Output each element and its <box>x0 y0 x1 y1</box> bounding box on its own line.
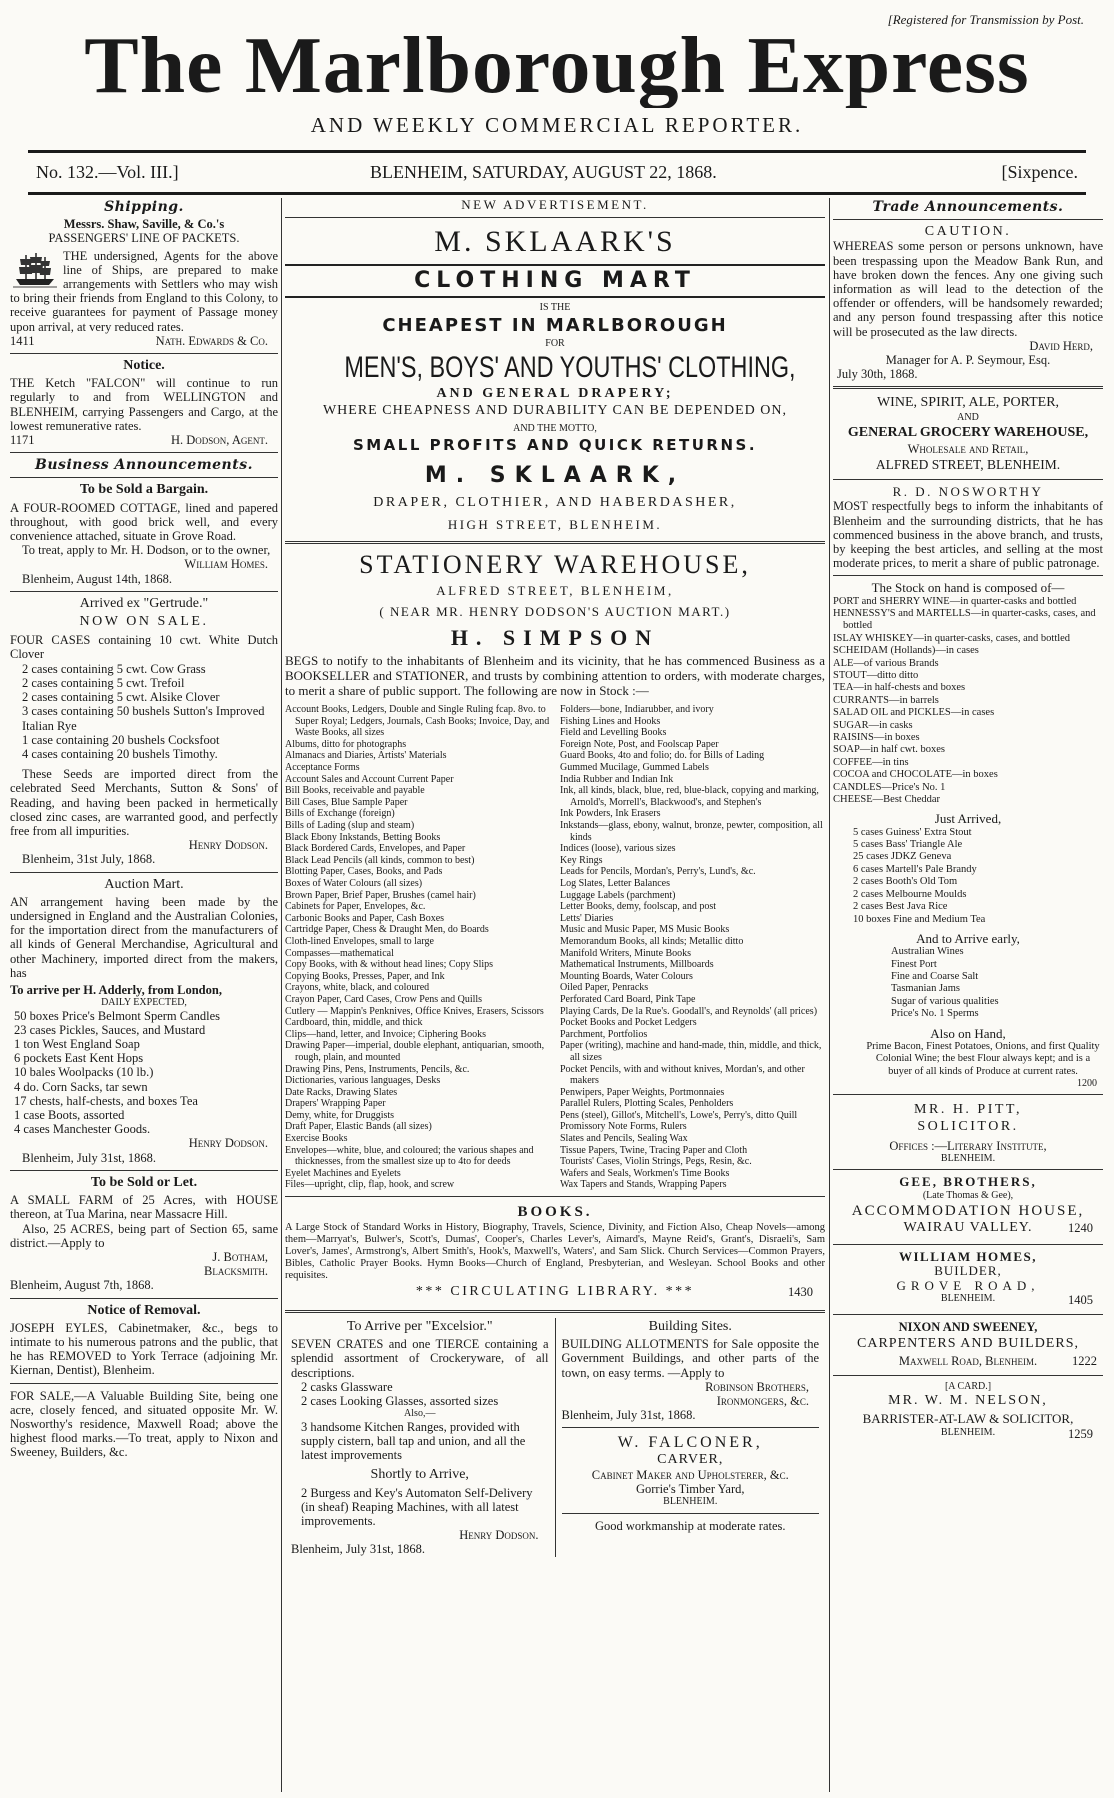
list-item: Slates and Pencils, Sealing Wax <box>560 1133 688 1145</box>
section-heading: NEW ADVERTISEMENT. <box>461 198 649 212</box>
ad-headline: CHEAPEST IN MARLBOROUGH <box>382 314 728 336</box>
ad-headline: SMALL PROFITS AND QUICK RETURNS. <box>352 436 758 455</box>
ad-title: GEE, BROTHERS, <box>899 1174 1037 1190</box>
list-item: Paper (writing), machine and hand-made, thin, middle, and thick, all sizes <box>560 1040 822 1063</box>
list-item: 2 cases Best Java Rice <box>853 901 948 913</box>
list-item: PORT and SHERRY WINE—in quarter-casks and bottled <box>833 595 1077 607</box>
list-item: Pocket Books and Pocket Ledgers <box>560 1017 697 1029</box>
list-item: Promissory Note Forms, Rulers <box>560 1121 687 1133</box>
list-item: 25 cases JDKZ Geneva <box>853 851 952 863</box>
seed-list <box>10 662 278 761</box>
list-item: CHEESE—Best Cheddar <box>833 794 941 806</box>
list-item: Acceptance Forms <box>285 762 360 774</box>
list-item: Cardboard, thin, middle, and thick <box>285 1017 423 1029</box>
list-item: Foreign Note, Post, and Foolscap Paper <box>560 738 719 750</box>
cargo-list <box>291 1380 549 1408</box>
list-item: Blotting Paper, Cases, Books, and Pads <box>285 866 443 878</box>
dateline <box>36 162 1078 188</box>
list-item: SUGAR—in casks <box>833 719 913 731</box>
list-item: Bill Cases, Blue Sample Paper <box>285 796 408 808</box>
ad-text: Gorrie's Timber Yard, <box>635 1481 745 1496</box>
ad-number: 1171 <box>10 433 35 448</box>
ad-signature: J. Botham, <box>212 1249 268 1264</box>
ad-text: Maxwell Road, Blenheim. <box>898 1353 1038 1368</box>
list-item: Key Rings <box>560 854 603 866</box>
early-list <box>833 946 1103 1020</box>
ad-text: BUILDER, <box>934 1263 1002 1279</box>
ad-signature: Ironmongers, &c. <box>716 1394 809 1409</box>
ad-heading: Arrived ex "Gertrude." <box>79 595 209 611</box>
ad-text: ALFRED STREET, BLENHEIM. <box>875 457 1061 473</box>
list-item: Wafers and Seals, Workmen's Time Books <box>560 1167 730 1179</box>
section-heading: Business Announcements. <box>35 457 253 474</box>
list-item: Mounting Boards, Water Colours <box>560 970 693 982</box>
list-item: CANDLES—Price's No. 1 <box>833 781 946 793</box>
ad-body: 3 handsome Kitchen Ranges, provided with supply cistern, ball tap and union, and all the latest improvements <box>301 1419 526 1463</box>
list-item: Bill Books, receivable and payable <box>285 785 425 797</box>
list-item: Copying Books, Presses, Paper, and Ink <box>285 970 445 982</box>
ad-signature: Nath. Edwards & Co. <box>155 333 268 348</box>
stock-list-right <box>560 704 825 1191</box>
ad-text: BLENHEIM. <box>663 1496 718 1508</box>
column-rule <box>281 198 282 1792</box>
stock-list <box>285 704 825 1191</box>
ad-note: [A CARD.] <box>944 1380 992 1392</box>
ad-text: (Late Thomas & Gee), <box>922 1189 1014 1201</box>
ad-text: BLENHEIM. <box>940 1152 996 1164</box>
ad-subheading: Also on Hand, <box>930 1025 1006 1041</box>
excelsior-ad <box>285 1318 555 1557</box>
list-item: SCHEIDAM (Hollands)—in cases <box>833 645 979 657</box>
ad-number: 1200 <box>1077 1077 1097 1089</box>
masthead-title: The Marlborough Express <box>84 24 1030 108</box>
ad-body: MOST respectfully begs to inform the inhabitants of Blenheim and the surrounding districts, that he has commenced business in the above branch, and trusts, by keeping the best articles, and selling at the most moderate prices, to merit a share of public patronage. <box>833 499 1103 571</box>
list-item: Folders—bone, Indiarubber, and ivory <box>560 704 714 716</box>
ad-body: BUILDING ALLOTMENTS for Sale opposite the Government Buildings, and other parts of the town, on easy terms. —Apply to <box>561 1337 819 1380</box>
ad-text: AND THE MOTTO, <box>513 422 597 434</box>
list-item: Tissue Papers, Twine, Tracing Paper and Cloth <box>560 1144 748 1156</box>
list-item: Draft Paper, Elastic Bands (all sizes) <box>285 1121 432 1133</box>
ad-title-decorative: CLOTHING MART <box>285 264 825 298</box>
list-item: Boxes of Water Colours (all sizes) <box>285 878 423 890</box>
list-item: Tourists' Cases, Violin Strings, Pegs, Resin, &c. <box>560 1156 752 1168</box>
ad-body: A Large Stock of Standard Works in History, Biography, Travels, Science, Divinity, and Fiction Also, Cheap Novels—among them—Marryat's, Bulwer's, Scott's, Dumas', Cooper's, Charles Lever's, Aimard's, Mayne Reid's, Grant's, Disraeli's, Sam Lover's, James', Armstrong's, Albert Smith's, Hook's, Maxwell's, Waters', and Sam Slick. Church Services—Common Prayers, Bibles, Catholic Prayer Books. Hymn Books—Church of England, Presbyterian, and Wesleyan. School Books and other requisites. <box>285 1222 825 1282</box>
masthead-subtitle: AND WEEKLY COMMERCIAL REPORTER. <box>310 113 804 137</box>
ad-text: CARPENTERS AND BUILDERS, <box>857 1335 1079 1351</box>
ad-body: Prime Bacon, Finest Potatoes, Onions, and first Quality Colonial Wine; the best Flour always kept; and is a buyer of all kinds of Produce at current rates. <box>866 1040 1100 1077</box>
list-item: STOUT—ditto ditto <box>833 670 919 681</box>
list-item: Drawing Paper—imperial, double elephant, antiquarian, smooth, rough, plain, and mounted <box>285 1040 545 1063</box>
list-item: 50 boxes Price's Belmont Sperm Candles <box>14 1008 221 1023</box>
list-item: CURRANTS—in barrels <box>833 694 939 706</box>
ad-body: THE Ketch "FALCON" will continue to run regularly to and from WELLINGTON and BLENHEIM, carrying Passengers and Cargo, at the lowest remunerative rates. <box>10 376 278 433</box>
section-heading: Trade Announcements. <box>872 199 1064 215</box>
list-item: 6 cases Martell's Pale Brandy <box>853 863 977 875</box>
list-item: ALE—of various Brands <box>833 657 939 669</box>
ad-subheading: NOW ON SALE. <box>79 614 209 630</box>
ad-text: BARRISTER-AT-LAW & SOLICITOR, <box>862 1411 1074 1427</box>
list-item: Letter Books, demy, foolscap, and post <box>560 901 716 913</box>
ad-heading: Auction Mart. <box>104 876 184 892</box>
ad-number: 1411 <box>10 333 35 348</box>
list-item: Leads for Pencils, Mordan's, Perry's, Lund's, &c. <box>560 866 756 878</box>
ad-title: STATIONERY WAREHOUSE, <box>359 550 751 580</box>
list-item: Sugar of various qualities <box>891 995 999 1007</box>
ad-title: MR. H. PITT, <box>914 1102 1022 1118</box>
list-item: Guard Books, 4to and folio; do. for Bills of Lading <box>560 750 765 762</box>
list-item: Files—upright, clip, flap, hook, and screw <box>285 1179 455 1191</box>
list-item: Memorandum Books, all kinds; Metallic ditto <box>560 935 744 947</box>
ad-heading: CAUTION. <box>924 224 1012 240</box>
list-item: 3 cases containing 50 bushels Sutton's Improved Italian Rye <box>22 704 265 733</box>
list-item: Ink Powders, Ink Erasers <box>560 808 661 820</box>
list-item: Fine and Coarse Salt <box>891 970 979 982</box>
ad-title: MR. W. M. NELSON, <box>888 1393 1048 1409</box>
ad-subheading: The Stock on hand is composed of— <box>871 580 1065 596</box>
ad-text: FOR <box>545 337 565 349</box>
middle-column <box>285 198 825 1792</box>
list-item: 2 cases containing 5 cwt. Alsike Clover <box>22 690 220 705</box>
ad-body: FOR SALE,—A Valuable Building Site, being one acre, closely fenced, and situated opposite Mr. W. Nosworthy's residence, Maxwell Road; above the highest flood marks.—To treat, apply to Nixon and Sweeney, Builders, &c. <box>10 1388 278 1460</box>
ad-title: NIXON AND SWEENEY, <box>898 1319 1038 1334</box>
ad-signature: Robinson Brothers, <box>705 1379 809 1394</box>
list-item: Carbonic Books and Paper, Cash Boxes <box>285 912 445 924</box>
ad-body: FOUR CASES containing 10 cwt. White Dutch Clover <box>10 633 278 662</box>
list-item: Wax Tapers and Stands, Wrapping Papers <box>560 1179 727 1191</box>
ad-text: Good workmanship at moderate rates. <box>594 1518 786 1533</box>
list-item: Finest Port <box>891 958 937 970</box>
list-item: 2 cases containing 5 cwt. Cow Grass <box>22 661 206 676</box>
ad-subheading: Just Arrived, <box>934 811 1002 827</box>
ad-heading: To be Sold or Let. <box>90 1174 198 1190</box>
ad-text: Offices :—Literary Institute, <box>889 1138 1047 1153</box>
ad-signature: Manager for A. P. Seymour, Esq. <box>885 353 1051 368</box>
issue-date: BLENHEIM, SATURDAY, AUGUST 22, 1868. <box>370 162 717 182</box>
list-item: 4 cases Manchester Goods. <box>14 1122 151 1137</box>
ad-text: Wholesale and Retail, <box>907 441 1029 456</box>
ad-body: These Seeds are imported direct from the celebrated Seed Merchants, Sutton & Sons' of Reading, and having been packed in hermetically closed zinc cases, are warranted good, and perfectly free from all impurities. <box>10 767 278 838</box>
issue-price: [Sixpence. <box>1001 162 1078 182</box>
list-item: Account Books, Ledgers, Double and Single Ruling fcap. 8vo. to Super Royal; Ledgers, Journals, Cash Books; Invoice, Day, and Waste Books, all sizes <box>285 704 550 739</box>
list-item: Drapers' Wrapping Paper <box>285 1098 386 1110</box>
ad-date: Blenheim, July 31st, 1868. <box>291 1542 426 1557</box>
ad-heading: To be Sold a Bargain. <box>79 482 209 498</box>
list-item: 6 pockets East Kent Hops <box>14 1051 144 1066</box>
list-item: Demy, white, for Druggists <box>285 1109 395 1121</box>
left-column <box>10 198 278 1792</box>
list-item: Black Ebony Inkstands, Betting Books <box>285 831 441 843</box>
list-item: HENNESSY'S and MARTELLS—in quarter-casks, cases, and bottled <box>833 607 1096 632</box>
list-item: 17 chests, half-chests, and boxes Tea <box>14 1093 198 1108</box>
list-item: Log Slates, Letter Balances <box>560 878 670 890</box>
list-item: Australian Wines <box>891 946 964 958</box>
list-item: Black Lead Pencils (all kinds, common to best) <box>285 854 475 866</box>
ad-subheading: To arrive per H. Adderly, from London, <box>10 982 222 997</box>
list-item: Pens (steel), Gillot's, Mitchell's, Lowe's, Perry's, ditto Quill <box>560 1109 798 1121</box>
list-item: 2 cases Looking Glasses, assorted sizes <box>301 1394 499 1409</box>
ad-signature: Blacksmith. <box>204 1264 268 1279</box>
ad-text: BLENHEIM. <box>940 1427 996 1439</box>
list-item: 2 cases Melbourne Moulds <box>853 888 967 900</box>
list-item: Tasmanian Jams <box>891 983 960 995</box>
list-item: Date Racks, Drawing Slates <box>285 1086 398 1098</box>
ad-body: JOSEPH EYLES, Cabinetmaker, &c., begs to intimate to his numerous patrons and the public, that he has REMOVED to York Terrace (adjoining Mr. Kiernan, Dentist), Blenheim. <box>10 1320 278 1378</box>
ad-body: A SMALL FARM of 25 Acres, with HOUSE thereon, at Tua Marina, near Massacre Hill. <box>10 1193 278 1222</box>
list-item: 2 cases containing 5 cwt. Trefoil <box>22 675 185 690</box>
list-item: 23 cases Pickles, Sauces, and Mustard <box>14 1022 206 1037</box>
ship-icon <box>12 251 58 289</box>
ad-note: Also,— <box>404 1408 436 1420</box>
list-item: 4 do. Corn Sacks, tar sewn <box>14 1079 148 1094</box>
list-item: Playing Cards, De la Rue's. Goodall's, and Reynolds' (all prices) <box>560 1005 818 1017</box>
list-item: 2 casks Glassware <box>301 1379 393 1394</box>
ad-text: ALFRED STREET, BLENHEIM, <box>436 583 674 599</box>
ad-number: 1405 <box>1068 1292 1093 1307</box>
list-item: Gummed Mucilage, Gummed Labels <box>560 762 709 774</box>
list-item: Brown Paper, Brief Paper, Brushes (camel hair) <box>285 889 476 901</box>
arrived-list <box>833 827 1103 926</box>
ad-subheading: *** CIRCULATING LIBRARY. *** <box>415 1284 695 1300</box>
ad-title: W. FALCONER, <box>617 1434 763 1452</box>
ad-signature: Henry Dodson. <box>188 838 268 853</box>
ad-heading: WINE, SPIRIT, ALE, PORTER, <box>876 395 1060 411</box>
ad-number: 1240 <box>1068 1221 1093 1236</box>
ad-number: 1222 <box>1072 1353 1097 1368</box>
ad-text: GROVE ROAD, <box>896 1277 1040 1293</box>
list-item: Bills of Exchange (foreign) <box>285 808 395 820</box>
ad-heading: Building Sites. <box>648 1319 732 1335</box>
list-item: Cartridge Paper, Chess & Draught Men, do Boards <box>285 924 489 936</box>
list-item: Copy Books, with & without head lines; Copy Slips <box>285 959 494 971</box>
list-item: Cabinets for Paper, Envelopes, &c. <box>285 901 426 913</box>
ad-body: WHEREAS some person or persons unknown, have been trespassing upon the Meadow Bank Run, and have broken down the fences. Any one giving such information as will lead to the detection of the offender or offenders, will be handsomely rewarded; and any person found trespassing after this notice will be prosecuted as the law directs. <box>833 239 1103 339</box>
list-item: Music and Music Paper, MS Music Books <box>560 924 730 936</box>
list-item: TEA—in half-chests and boxes <box>833 682 966 694</box>
list-item: ISLAY WHISKEY—in quarter-casks, cases, and bottled <box>833 632 1071 644</box>
right-column <box>833 198 1103 1792</box>
ad-body: BEGS to notify to the inhabitants of Blenheim and its vicinity, that he has commenced Business as a BOOKSELLER and STATIONER, and trusts by combining attention to orders, with moderate charges, to merit a share of public support. The following are now in Stock :— <box>285 653 825 699</box>
list-item: 10 boxes Fine and Medium Tea <box>853 913 986 925</box>
list-item: Pocket Pencils, with and without knives, Mordan's, and other makers <box>560 1063 805 1087</box>
list-item: Mathematical Instruments, Millboards <box>560 959 714 971</box>
list-item: Fishing Lines and Hooks <box>560 715 661 727</box>
ad-signature: Henry Dodson. <box>459 1528 539 1543</box>
ad-signature: William Homes. <box>184 557 268 572</box>
ad-subtitle: PASSENGERS' LINE OF PACKETS. <box>48 231 240 246</box>
list-item: India Rubber and Indian Ink <box>560 773 674 785</box>
list-item: 1 case containing 20 bushels Cocksfoot <box>22 732 220 747</box>
cargo-list <box>10 1009 278 1137</box>
list-item: Clips—hand, letter, and Invoice; Ciphering Books <box>285 1028 486 1040</box>
ad-date: Blenheim, July 31st, 1868. <box>561 1408 696 1423</box>
ad-text: BLENHEIM. <box>940 1292 996 1304</box>
list-item: 1 ton West England Soap <box>14 1037 140 1052</box>
ad-headline: AND GENERAL DRAPERY; <box>436 386 674 402</box>
ad-body: AN arrangement having been made by the undersigned in England and the Australian Colonies, for the importation direct from the manufacturers of all kinds of General Merchandise, Agricultural and other Machinery, imported direct from the makers, has <box>10 894 278 980</box>
ad-title: M. SKLAARK, <box>424 463 686 489</box>
section-heading: Notice. <box>123 358 165 374</box>
list-item: Letts' Diaries <box>560 912 614 924</box>
ad-date: Blenheim, August 14th, 1868. <box>22 571 172 586</box>
ad-text: ( NEAR MR. HENRY DODSON'S AUCTION MART.) <box>379 604 731 620</box>
ad-heading: To Arrive per "Excelsior." <box>346 1319 493 1335</box>
list-item: Cloth-lined Envelopes, small to large <box>285 935 434 947</box>
list-item: SOAP—in half cwt. boxes <box>833 744 945 756</box>
ad-number: 1259 <box>1068 1427 1093 1442</box>
ad-note: DAILY EXPECTED, <box>101 997 187 1009</box>
list-item: COCOA and CHOCOLATE—in boxes <box>833 769 998 781</box>
ad-subheading: And to Arrive early, <box>916 930 1020 946</box>
ad-heading: Notice of Removal. <box>87 1302 201 1318</box>
list-item: 10 bales Woolpacks (10 lb.) <box>14 1065 154 1080</box>
list-item: Albums, ditto for photographs <box>285 738 407 750</box>
header-rule-top <box>28 150 1086 153</box>
list-item: 4 cases containing 20 bushels Timothy. <box>22 746 218 761</box>
ad-body: Also, 25 ACRES, being part of Section 65, same district.—Apply to <box>10 1221 278 1250</box>
list-item: Penwipers, Paper Weights, Portmonnaies <box>560 1086 725 1098</box>
ad-signature: H. Dodson, Agent. <box>170 433 268 448</box>
ad-text: CARVER, <box>657 1452 724 1468</box>
list-item: Exercise Books <box>285 1133 348 1145</box>
list-item: Black Bordered Cards, Envelopes, and Paper <box>285 843 466 855</box>
stock-list-left <box>285 704 550 1191</box>
ad-text: AND <box>957 412 979 424</box>
ad-body: THE undersigned, Agents for the above line of Ships, are prepared to make arrangements with Settlers who may wish to bring their friends from England to this Colony, to receive guarantees for payment of Passage money upon arrival, at very reduced rates. <box>10 248 278 334</box>
list-item: 2 cases Booth's Old Tom <box>853 876 958 888</box>
ad-text: WAIRAU VALLEY. <box>903 1220 1033 1236</box>
ad-text: SOLICITOR. <box>917 1119 1019 1135</box>
sites-ad <box>555 1318 826 1557</box>
list-item: Drawing Pins, Pens, Instruments, Pencils, &c. <box>285 1063 470 1075</box>
ad-date: Blenheim, 31st July, 1868. <box>22 852 156 867</box>
ad-title: Messrs. Shaw, Saville, & Co.'s <box>63 217 225 232</box>
list-item: 5 cases Bass' Triangle Ale <box>853 839 963 851</box>
list-item: Almanacs and Diaries, Artists' Materials <box>285 750 447 762</box>
ad-heading: Shortly to Arrive, <box>370 1467 469 1483</box>
ad-number: 1430 <box>788 1285 813 1300</box>
list-item: Bills of Lading (slup and steam) <box>285 820 415 832</box>
ad-heading: BOOKS. <box>517 1204 593 1221</box>
registration-note: [Registered for Transmission by Post. <box>887 12 1084 27</box>
ad-body: SEVEN CRATES and one TIERCE containing a splendid assortment of Crockeryware, of all descriptions. <box>291 1337 549 1380</box>
list-item: Perforated Card Board, Pink Tape <box>560 993 696 1005</box>
ad-text: IS THE <box>539 302 571 314</box>
ad-date: Blenheim, August 7th, 1868. <box>10 1278 154 1293</box>
ad-title: M. SKLAARK'S <box>434 225 676 259</box>
ad-signature: David Herd, <box>1029 338 1093 353</box>
list-item: COFFEE—in tins <box>833 756 909 768</box>
header-rule-bottom <box>28 192 1086 195</box>
list-item: Manifold Writers, Minute Books <box>560 947 692 959</box>
ad-date: July 30th, 1868. <box>837 367 918 382</box>
ad-text: Cabinet Maker and Upholsterer, &c. <box>591 1467 789 1482</box>
section-heading: Shipping. <box>104 199 184 215</box>
list-item: Price's No. 1 Sperms <box>891 1008 979 1020</box>
list-item: Eyelet Machines and Eyelets <box>285 1167 401 1179</box>
list-item: Envelopes—white, blue, and coloured; the various shapes and thicknesses, from the smallest size up to 4to for deeds <box>285 1144 534 1168</box>
list-item: 5 cases Guiness' Extra Stout <box>853 826 972 838</box>
list-item: Dictionaries, various languages, Desks <box>285 1075 441 1087</box>
ad-text: HIGH STREET, BLENHEIM. <box>447 517 663 533</box>
list-item: SALAD OIL and PICKLES—in cases <box>833 707 995 719</box>
ad-body: A FOUR-ROOMED COTTAGE, lined and papered throughout, with good brick well, and every convenience attached, situate in Grove Road. <box>10 500 278 544</box>
list-item: Crayon Paper, Card Cases, Crow Pens and Quills <box>285 993 483 1005</box>
list-item: 1 case Boots, assorted <box>14 1108 125 1123</box>
ad-title: H. SIMPSON <box>450 625 660 651</box>
grocery-stock-list <box>833 596 1103 807</box>
list-item: Ink, all kinds, black, blue, red, blue-black, copying and marking, Arnold's, Morrell's, Blackwood's, and Stephen's <box>560 785 819 808</box>
list-item: Inkstands—glass, ebony, walnut, bronze, pewter, composition, all kinds <box>560 820 823 843</box>
list-item: Account Sales and Account Current Paper <box>285 773 454 785</box>
ad-signature: Henry Dodson. <box>188 1136 268 1151</box>
ad-body: 2 Burgess and Key's Automaton Self-Delivery (in sheaf) Reaping Machines, with all latest improvements. <box>301 1485 533 1528</box>
list-item: Crayons, white, black, and coloured <box>285 982 430 994</box>
ad-text: DRAPER, CLOTHIER, AND HABERDASHER, <box>373 495 737 511</box>
list-item: Indices (loose), various sizes <box>560 843 676 855</box>
list-item: Oiled Paper, Penracks <box>560 982 649 994</box>
ad-headline: MEN'S, BOYS' AND YOUTHS' CLOTHING, <box>344 351 796 385</box>
list-item: Field and Levelling Books <box>560 727 667 739</box>
ad-date: Blenheim, July 31st, 1868. <box>22 1150 157 1165</box>
ad-text: WHERE CHEAPNESS AND DURABILITY CAN BE DEPENDED ON, <box>322 403 788 419</box>
ad-body: To treat, apply to Mr. H. Dodson, or to the owner, <box>22 543 271 558</box>
list-item: Luggage Labels (parchment) <box>560 889 676 901</box>
column-rule <box>829 198 830 1792</box>
list-item: Compasses—mathematical <box>285 947 394 959</box>
ad-heading: R. D. NOSWORTHY <box>892 484 1044 500</box>
ad-text: ACCOMMODATION HOUSE, <box>851 1203 1085 1220</box>
list-item: RAISINS—in boxes <box>833 732 920 744</box>
list-item: Parchment, Portfolios <box>560 1028 648 1040</box>
list-item: Cutlery — Mappin's Penknives, Office Knives, Erasers, Scissors <box>285 1005 544 1017</box>
list-item: Parallel Rulers, Plotting Scales, Penholders <box>560 1098 734 1110</box>
ad-title: WILLIAM HOMES, <box>898 1249 1037 1265</box>
issue-number: No. 132.—Vol. III.] <box>36 162 179 182</box>
ad-heading: GENERAL GROCERY WAREHOUSE, <box>847 424 1089 440</box>
